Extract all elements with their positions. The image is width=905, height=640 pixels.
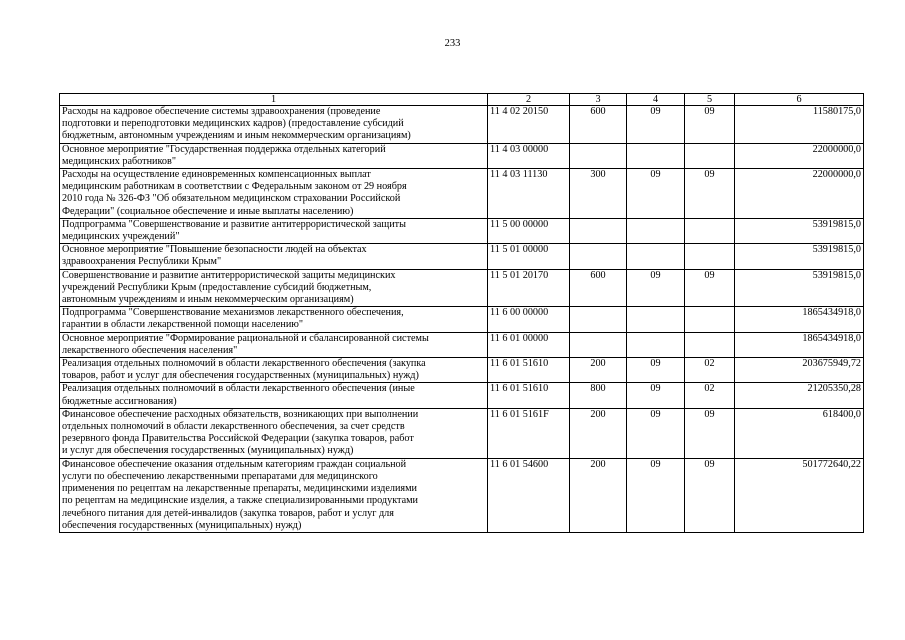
column-header: 5: [685, 94, 735, 106]
row-amount-cell: 11580175,0: [735, 106, 864, 144]
row-subsection-cell: 09: [685, 458, 735, 532]
row-subsection-cell: [685, 307, 735, 332]
row-subsection-cell: 09: [685, 106, 735, 144]
table-row: [60, 408, 864, 458]
row-subsection-cell: [685, 218, 735, 243]
row-name-cell: Основное мероприятие "Формирование рациональной и сбалансированной системы лекарственного обеспечения населения": [60, 332, 488, 357]
row-code-cell: 11 6 01 54600: [488, 458, 570, 532]
table-row: [60, 307, 864, 332]
row-subsection-cell: 02: [685, 383, 735, 408]
row-amount-cell: 1865434918,0: [735, 307, 864, 332]
row-subsection-cell: 09: [685, 408, 735, 458]
table-row: [60, 358, 864, 383]
row-name-cell: Основное мероприятие "Повышение безопасности людей на объектах здравоохранения Республики Крым": [60, 244, 488, 269]
row-name-cell: Финансовое обеспечение расходных обязательств, возникающих при выполнении отдельных полномочий в области лекарственного обеспечения, за счет средств резервного фонда Правительства Российской Федерации (закупка товаров, работ и услуг для обеспечения государственных (муниципальных) нужд): [60, 408, 488, 458]
row-section-cell: 09: [627, 169, 685, 219]
row-section-cell: 09: [627, 269, 685, 307]
row-expense-type-cell: 800: [570, 383, 627, 408]
row-amount-cell: 22000000,0: [735, 169, 864, 219]
row-amount-cell: 53919815,0: [735, 244, 864, 269]
row-expense-type-cell: 200: [570, 408, 627, 458]
row-amount-cell: 53919815,0: [735, 269, 864, 307]
row-code-cell: 11 6 01 51610: [488, 383, 570, 408]
row-amount-cell: 53919815,0: [735, 218, 864, 243]
row-section-cell: [627, 218, 685, 243]
row-amount-cell: 22000000,0: [735, 143, 864, 168]
row-expense-type-cell: 600: [570, 269, 627, 307]
column-header: 1: [60, 94, 488, 106]
row-name-cell: Подпрограмма "Совершенствование и развитие антитеррористической защиты медицинских учреждений": [60, 218, 488, 243]
row-amount-cell: 618400,0: [735, 408, 864, 458]
row-expense-type-cell: 200: [570, 358, 627, 383]
row-section-cell: 09: [627, 383, 685, 408]
row-amount-cell: 1865434918,0: [735, 332, 864, 357]
row-code-cell: 11 5 01 20170: [488, 269, 570, 307]
column-header: 6: [735, 94, 864, 106]
row-code-cell: 11 6 01 00000: [488, 332, 570, 357]
row-name-cell: Реализация отдельных полномочий в области лекарственного обеспечения (закупка товаров, работ и услуг для обеспечения государственных (муниципальных) нужд): [60, 358, 488, 383]
table-row: [60, 218, 864, 243]
row-subsection-cell: 09: [685, 269, 735, 307]
row-name-cell: Реализация отдельных полномочий в области лекарственного обеспечения (иные бюджетные ассигнования): [60, 383, 488, 408]
row-name-cell: Финансовое обеспечение оказания отдельным категориям граждан социальной услуги по обеспечению лекарственными препаратами для медицинского применения по рецептам на лекарственные препараты, медицинскими изделиями по рецептам на медицинские изделия, а также специализированными продуктами лечебного питания для детей-инвалидов (закупка товаров, работ и услуг для обеспечения государственных (муниципальных) нужд): [60, 458, 488, 532]
row-code-cell: 11 5 00 00000: [488, 218, 570, 243]
column-header: 3: [570, 94, 627, 106]
table-row: [60, 106, 864, 144]
row-expense-type-cell: 600: [570, 106, 627, 144]
table-row: [60, 383, 864, 408]
header-row: [60, 94, 864, 106]
row-code-cell: 11 4 02 20150: [488, 106, 570, 144]
table-row: [60, 169, 864, 219]
column-header: 4: [627, 94, 685, 106]
row-expense-type-cell: [570, 218, 627, 243]
row-code-cell: 11 6 00 00000: [488, 307, 570, 332]
row-name-cell: Совершенствование и развитие антитеррористической защиты медицинских учреждений Республики Крым (предоставление субсидий бюджетным, автономным учреждениям и иным некоммерческим организациям): [60, 269, 488, 307]
row-expense-type-cell: [570, 244, 627, 269]
row-amount-cell: 21205350,28: [735, 383, 864, 408]
row-code-cell: 11 6 01 51610: [488, 358, 570, 383]
row-section-cell: 09: [627, 458, 685, 532]
row-code-cell: 11 5 01 00000: [488, 244, 570, 269]
row-section-cell: [627, 307, 685, 332]
row-name-cell: Подпрограмма "Совершенствование механизмов лекарственного обеспечения, гарантии в области лекарственной помощи населению": [60, 307, 488, 332]
row-expense-type-cell: [570, 307, 627, 332]
table-row: [60, 269, 864, 307]
row-name-cell: Основное мероприятие "Государственная поддержка отдельных категорий медицинских работников": [60, 143, 488, 168]
row-subsection-cell: [685, 332, 735, 357]
row-section-cell: 09: [627, 358, 685, 383]
row-section-cell: 09: [627, 408, 685, 458]
table-row: [60, 458, 864, 532]
row-expense-type-cell: [570, 143, 627, 168]
row-section-cell: 09: [627, 106, 685, 144]
row-amount-cell: 203675949,72: [735, 358, 864, 383]
row-subsection-cell: [685, 143, 735, 168]
row-expense-type-cell: 200: [570, 458, 627, 532]
row-code-cell: 11 4 03 00000: [488, 143, 570, 168]
table-row: [60, 332, 864, 357]
row-name-cell: Расходы на осуществление единовременных компенсационных выплат медицинским работникам в соответствии с Федеральным законом от 29 ноября 2010 года № 326-ФЗ "Об обязательном медицинском страховании Российской Федерации" (социальное обеспечение и иные выплаты населению): [60, 169, 488, 219]
row-section-cell: [627, 143, 685, 168]
row-expense-type-cell: 300: [570, 169, 627, 219]
row-code-cell: 11 4 03 11130: [488, 169, 570, 219]
table-row: [60, 143, 864, 168]
row-amount-cell: 501772640,22: [735, 458, 864, 532]
row-subsection-cell: 02: [685, 358, 735, 383]
row-section-cell: [627, 332, 685, 357]
row-code-cell: 11 6 01 5161F: [488, 408, 570, 458]
row-subsection-cell: 09: [685, 169, 735, 219]
row-subsection-cell: [685, 244, 735, 269]
table-row: [60, 244, 864, 269]
row-expense-type-cell: [570, 332, 627, 357]
column-header: 2: [488, 94, 570, 106]
row-section-cell: [627, 244, 685, 269]
budget-table: [59, 93, 864, 533]
page-number: 233: [444, 38, 461, 49]
row-name-cell: Расходы на кадровое обеспечение системы здравоохранения (проведение подготовки и переподготовки медицинских кадров) (предоставление субсидий бюджетным, автономным учреждениям и иным некоммерческим организациям): [60, 106, 488, 144]
